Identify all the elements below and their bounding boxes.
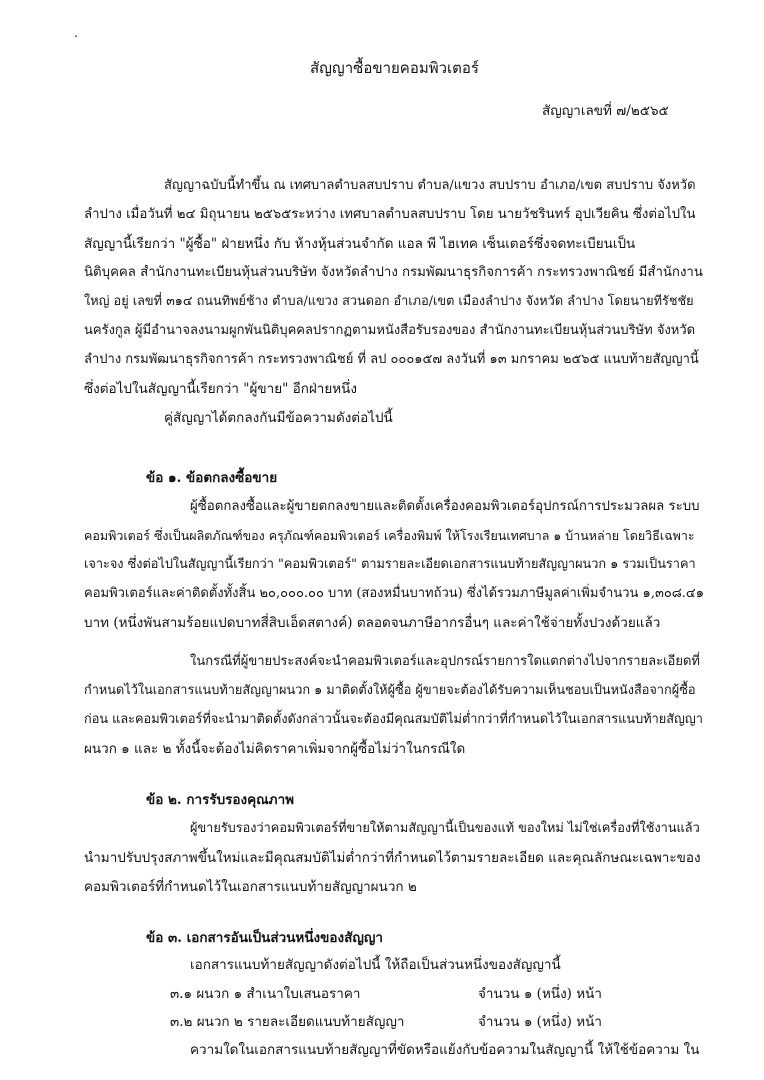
clause-1-heading: ข้อ ๑. ข้อตกลงซื้อขาย [146, 470, 278, 486]
preamble-line: ลำปาง กรมพัฒนาธุรกิจการค้า กระทรวงพาณิชย์ ที่ ลป ๐๐๐๑๕๗ ลงวันที่ ๑๓ มกราคม ๒๕๖๕ แนบท้ายสัญญานี้ [84, 352, 699, 367]
annex-item-pages: จำนวน ๑ (หนึ่ง) หน้า [478, 1014, 602, 1030]
clause-2-line: คอมพิวเตอร์ที่กำหนดไว้ในเอกสารแนบท้ายสัญญาผนวก ๒ [84, 879, 417, 895]
preamble-line: ลำปาง เมื่อวันที่ ๒๔ มิถุนายน ๒๕๖๕ระหว่าง เทศบาลตำบลสบปราบ โดย นายวัชรินทร์ อุปเวียคิน ซึ่งต่อไปใน [84, 207, 696, 222]
page-mark: ‧ [74, 30, 79, 45]
clause-1-line: เจาะจง ซึ่งต่อไปในสัญญานี้เรียกว่า "คอมพิวเตอร์" ตามรายละเอียดเอกสารแนบท้ายสัญญาผนวก ๑ รวมเป็นราคา [84, 557, 696, 572]
clause-2-heading: ข้อ ๒. การรับรองคุณภาพ [146, 792, 295, 808]
clause-1-line: ในกรณีที่ผู้ขายประสงค์จะนำคอมพิวเตอร์และอุปกรณ์รายการใดแตกต่างไปจากรายละเอียดที่ [190, 654, 700, 669]
preamble-line: นิติบุคคล สำนักงานทะเบียนหุ้นส่วนบริษัท จังหวัดลำปาง กรมพัฒนาธุรกิจการค้า กระทรวงพาณิชย์ มีสำนักงาน [84, 265, 703, 280]
preamble-line: ใหญ่ อยู่ เลขที่ ๓๑๔ ถนนทิพย์ช้าง ตำบล/แขวง สวนดอก อำเภอ/เขต เมืองลำปาง จังหวัด ลำปาง โดยนายทีรัชชัย [84, 294, 694, 309]
clause-2-line: นำมาปรับปรุงสภาพขึ้นใหม่และมีคุณสมบัติไม่ต่ำกว่าที่กำหนดไว้ตามรายละเอียด และคุณลักษณะเฉพาะของ [84, 850, 701, 866]
annex-item-label: ๓.๑ ผนวก ๑ สำเนาใบเสนอราคา [170, 986, 361, 1002]
preamble-line: นครังกูล ผู้มีอำนาจลงนามผูกพันนิติบุคคลปรากฏตามหนังสือรับรองของ สำนักงานทะเบียนหุ้นส่วนบริษัท จังหวัด [84, 323, 696, 338]
clause-1-line: ก่อน และคอมพิวเตอร์ที่จะนำมาติดตั้งดังกล่าวนั้นจะต้องมีคุณสมบัติไม่ต่ำกว่าที่กำหนดไว้ในเอกสารแนบท้ายสัญญา [84, 712, 703, 727]
contract-number: สัญญาเลขที่ ๗/๒๕๖๕ [542, 103, 669, 119]
clause-1-line: ผนวก ๑ และ ๒ ทั้งนี้จะต้องไม่คิดราคาเพิ่มจากผู้ซื้อไม่ว่าในกรณีใด [84, 741, 466, 757]
document-title: สัญญาซื้อขายคอมพิวเตอร์ [310, 59, 479, 77]
annex-item-pages: จำนวน ๑ (หนึ่ง) หน้า [478, 986, 602, 1002]
clause-1-line: บาท (หนึ่งพันสามร้อยแปดบาทสี่สิบเอ็ดสตางค์) ตลอดจนภาษีอากรอื่นๆ และค่าใช้จ่ายทั้งปวงด้วยแล้ว [84, 615, 661, 631]
clause-1-line: กำหนดไว้ในเอกสารแนบท้ายสัญญาผนวก ๑ มาติดตั้งให้ผู้ซื้อ ผู้ขายจะต้องได้รับความเห็นชอบเป็นหนังสือจากผู้ซื้อ [84, 683, 696, 698]
clause-3-intro: เอกสารแนบท้ายสัญญาดังต่อไปนี้ ให้ถือเป็นส่วนหนึ่งของสัญญานี้ [190, 957, 561, 973]
preamble-line: สัญญานี้เรียกว่า "ผู้ซื้อ" ฝ่ายหนึ่ง กับ ห้างหุ้นส่วนจำกัด แอล พี ไฮเทค เซ็นเตอร์ซึ่งจดทะเบียนเป็น [84, 236, 636, 252]
clause-1-line: ผู้ซื้อตกลงซื้อและผู้ขายตกลงขายและติดตั้งเครื่องคอมพิวเตอร์อุปกรณ์การประมวลผล ระบบ [190, 499, 700, 514]
agreement-intro: คู่สัญญาได้ตกลงกันมีข้อความดังต่อไปนี้ [164, 410, 393, 426]
clause-3-last-line: ความใดในเอกสารแนบท้ายสัญญาที่ขัดหรือแย้งกับข้อความในสัญญานี้ ให้ใช้ข้อความ ใน [190, 1042, 700, 1058]
preamble-line: สัญญาฉบับนี้ทำขึ้น ณ เทศบาลตำบลสบปราบ ตำบล/แขวง สบปราบ อำเภอ/เขต สบปราบ จังหวัด [164, 178, 696, 193]
clause-3-heading: ข้อ ๓. เอกสารอันเป็นส่วนหนึ่งของสัญญา [146, 930, 383, 946]
clause-2-line: ผู้ขายรับรองว่าคอมพิวเตอร์ที่ขายให้ตามสัญญานี้เป็นของแท้ ของใหม่ ไม่ใช่เครื่องที่ใช้งานแล้ว [190, 821, 700, 836]
clause-1-line: คอมพิวเตอร์และค่าติดตั้งทั้งสิ้น ๒๐,๐๐๐.๐๐ บาท (สองหมื่นบาทถ้วน) ซึ่งได้รวมภาษีมูลค่าเพิ่มจำนวน ๑,๓๐๘.๔๑ [84, 586, 705, 601]
clause-1-line: คอมพิวเตอร์ ซึ่งเป็นผลิตภัณฑ์ของ ครุภัณฑ์คอมพิวเตอร์ เครื่องพิมพ์ ให้โรงเรียนเทศบาล ๑ บ้านหล่าย โดยวิธีเฉพาะ [84, 528, 695, 543]
annex-item-label: ๓.๒ ผนวก ๒ รายละเอียดแนบท้ายสัญญา [170, 1014, 405, 1030]
preamble-line: ซึ่งต่อไปในสัญญานี้เรียกว่า "ผู้ขาย" อีกฝ่ายหนึ่ง [84, 381, 358, 397]
